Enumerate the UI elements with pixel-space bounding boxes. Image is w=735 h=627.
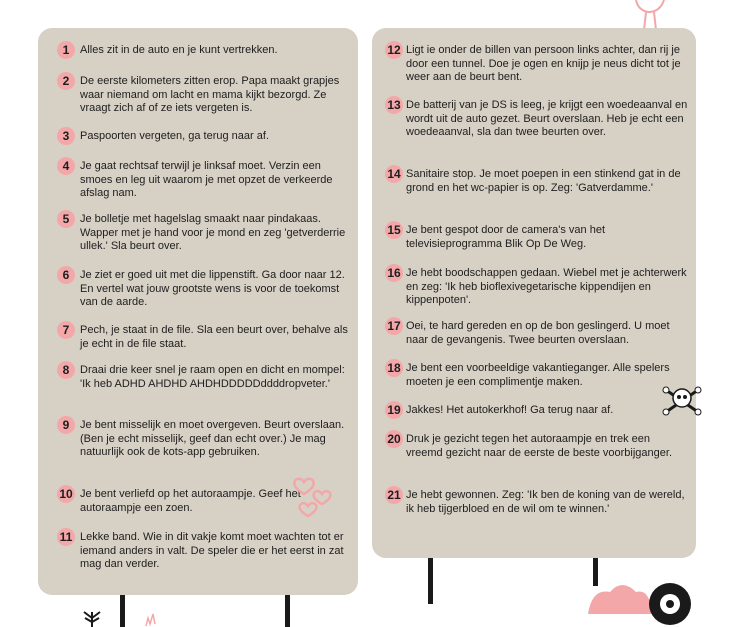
skull-crossbones-icon — [660, 384, 704, 416]
item-number-badge: 13 — [385, 96, 403, 114]
item-text: Druk je gezicht tegen het autoraampje en trek een vreemd gezicht naar de eerste de beste voorbijganger. — [406, 433, 672, 459]
item-number-badge: 11 — [57, 528, 75, 546]
item-text: Je bent misselijk en moet overgeven. Beurt overslaan. (Ben je echt misselijk, geef dan echt over.) Je mag natuurlijk ook de kots-app gebruiken. — [80, 419, 345, 458]
item-number-badge: 7 — [57, 321, 75, 339]
item-text: Je hebt boodschappen gedaan. Wiebel met je achterwerk en zeg: 'Ik heb bioflexivegetarische kippendijen en kippenpoten'. — [406, 267, 687, 306]
item-number-badge: 4 — [57, 157, 75, 175]
item-text: Je gaat rechtsaf terwijl je linksaf moet. Verzin een smoes en leg uit waarom je met opzet de verkeerde afslag nam. — [80, 160, 333, 199]
item-number-badge: 2 — [57, 72, 75, 90]
item-number-badge: 15 — [385, 221, 403, 239]
tire-icon — [588, 578, 698, 627]
item-text: Je bent gespot door de camera's van het televisieprogramma Blik Op De Weg. — [406, 224, 606, 250]
item-text: Sanitaire stop. Je moet poepen in een stinkend gat in de grond en het wc-papier is op. Zeg: 'Gatverdamme.' — [406, 168, 681, 194]
item-number-badge: 19 — [385, 401, 403, 419]
item-text: Alles zit in de auto en je kunt vertrekken. — [80, 44, 278, 56]
item-text: Lekke band. Wie in dit vakje komt moet wachten tot er iemand anders in valt. De speler die er het eerst in zat mag dan verder. — [80, 531, 344, 570]
item-text: Je bent verliefd op het autoraampje. Geef het autoraampje een zoen. — [80, 488, 301, 514]
item-text: Oei, te hard gereden en op de bon geslingerd. U moet naar de gevangenis. Twee beurten overslaan. — [406, 320, 670, 346]
item-text: Ligt ie onder de billen van persoon links achter, dan rij je door een tunnel. Doe je ogen en knijp je neus dicht tot je weer aan de beurt bent. — [406, 44, 681, 83]
item-number-badge: 6 — [57, 266, 75, 284]
item-number-badge: 10 — [57, 485, 75, 503]
item-text: De batterij van je DS is leeg, je krijgt een woedeaanval en wordt uit de auto gezet. Beurt overslaan. Heb je echt een woedeaanval, sla dan twee beurten over. — [406, 99, 688, 138]
item-number-badge: 5 — [57, 210, 75, 228]
grass-icon — [82, 608, 182, 627]
item-text: Je hebt gewonnen. Zeg: 'Ik ben de koning van de wereld, ik heb tijgerbloed en de wil om te winnen.' — [406, 489, 685, 515]
item-number-badge: 17 — [385, 317, 403, 335]
item-text: Paspoorten vergeten, ga terug naar af. — [80, 130, 269, 142]
item-text: Je bent een voorbeeldige vakantieganger. Alle spelers moeten je een complimentje maken. — [406, 362, 670, 388]
item-number-badge: 20 — [385, 430, 403, 448]
item-text: Je ziet er goed uit met die lippenstift. Ga door naar 12. En vertel wat jouw grootste wens is voor de toekomst van de aarde. — [80, 269, 345, 308]
panel-post — [428, 558, 433, 604]
item-number-badge: 18 — [385, 359, 403, 377]
item-number-badge: 8 — [57, 361, 75, 379]
item-number-badge: 16 — [385, 264, 403, 282]
item-text: Pech, je staat in de file. Sla een beurt over, behalve als je echt in de file staat. — [80, 324, 348, 350]
panel-post — [285, 595, 290, 627]
item-text: Draai drie keer snel je raam open en dicht en mompel: 'Ik heb ADHD AHDHD AHDHDDDDDddddropveter.' — [80, 364, 345, 390]
item-number-badge: 21 — [385, 486, 403, 504]
item-number-badge: 9 — [57, 416, 75, 434]
item-number-badge: 14 — [385, 165, 403, 183]
item-text: De eerste kilometers zitten erop. Papa maakt grapjes waar niemand om lacht en mama kijkt bezorgd. Ze vraagt zich af of ze iets vergeten is. — [80, 75, 340, 114]
item-text: Je bolletje met hagelslag smaakt naar pindakaas. Wapper met je hand voor je mond en zeg 'getverderrie ullek.' Sla beurt over. — [80, 213, 346, 252]
right-panel — [372, 28, 696, 558]
item-number-badge: 3 — [57, 127, 75, 145]
item-text: Jakkes! Het autokerkhof! Ga terug naar af. — [406, 404, 614, 416]
heart-icon — [292, 474, 338, 520]
item-number-badge: 12 — [385, 41, 403, 59]
item-number-badge: 1 — [57, 41, 75, 59]
